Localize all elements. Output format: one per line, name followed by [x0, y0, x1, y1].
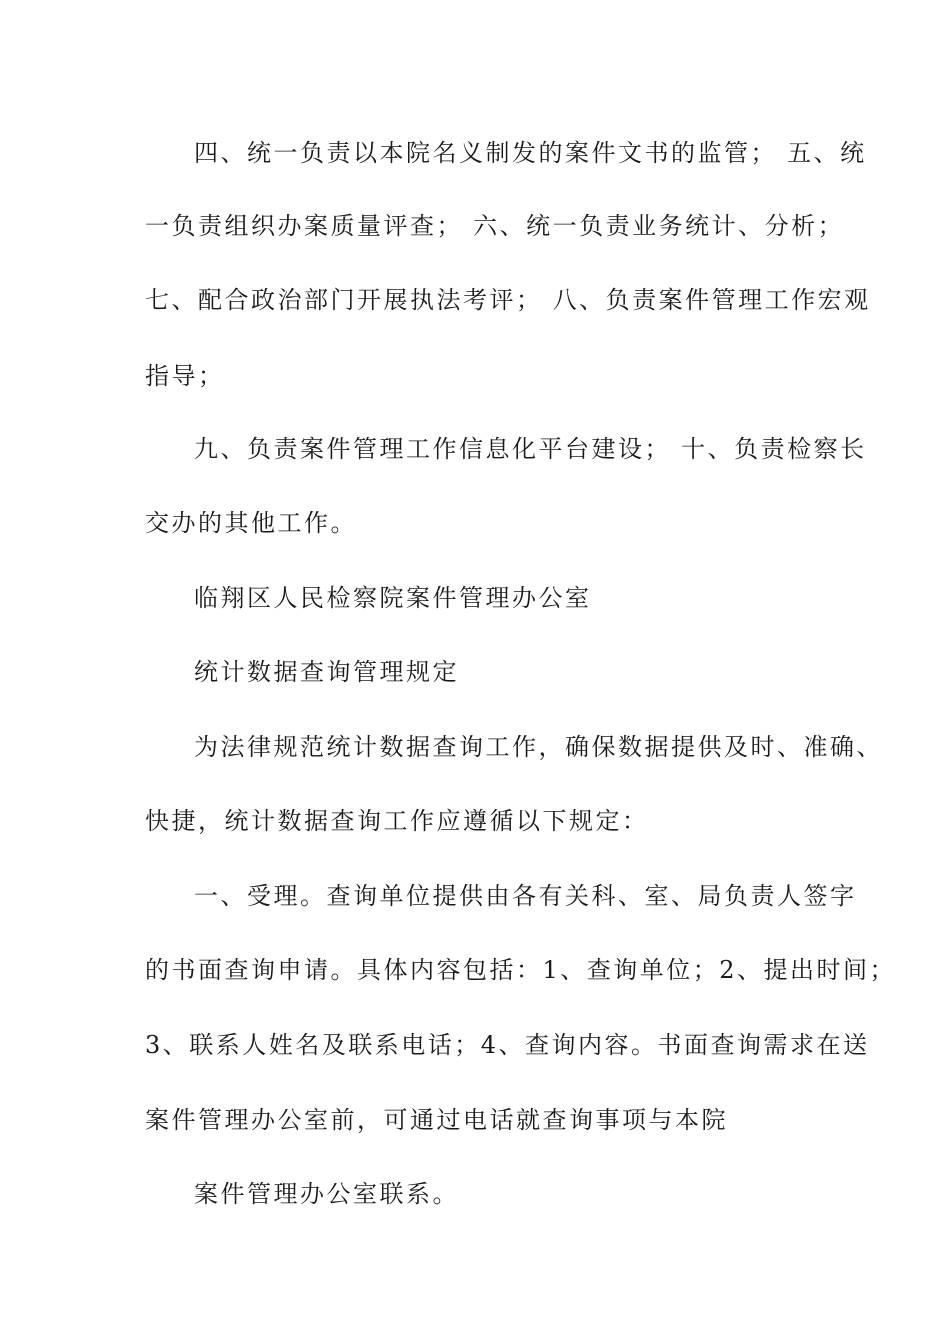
office-name-line: 临翔区人民检察院案件管理办公室 [194, 584, 592, 612]
regulation-title: 统计数据查询管理规定 [194, 658, 459, 686]
paragraph-line: 为法律规范统计数据查询工作，确保数据提供及时、准确、 [194, 733, 883, 761]
paragraph-line: 七、配合政治部门开展执法考评； 八、负责案件管理工作宏观 [145, 286, 871, 314]
paragraph-line: 交办的其他工作。 [145, 509, 357, 537]
paragraph-line: 一负责组织办案质量评查； 六、统一负责业务统计、分析； [145, 212, 845, 240]
paragraph-line: 3、联系人姓名及联系电话；4、查询内容。书面查询需求在送 [145, 1031, 870, 1059]
paragraph-line: 一、受理。查询单位提供由各有关科、室、局负责人签字 [194, 882, 857, 910]
paragraph-line: 的书面查询申请。具体内容包括：1、查询单位；2、提出时间； [145, 956, 897, 984]
paragraph-line: 四、统一负责以本院名义制发的案件文书的监管； 五、统 [194, 139, 867, 167]
paragraph-line: 案件管理办公室前，可通过电话就查询事项与本院 [145, 1106, 728, 1134]
paragraph-line: 快捷，统计数据查询工作应遵循以下规定： [145, 807, 649, 835]
paragraph-line: 指导； [145, 362, 225, 390]
paragraph-line: 案件管理办公室联系。 [194, 1180, 459, 1208]
paragraph-line: 九、负责案件管理工作信息化平台建设； 十、负责检察长 [194, 435, 867, 463]
